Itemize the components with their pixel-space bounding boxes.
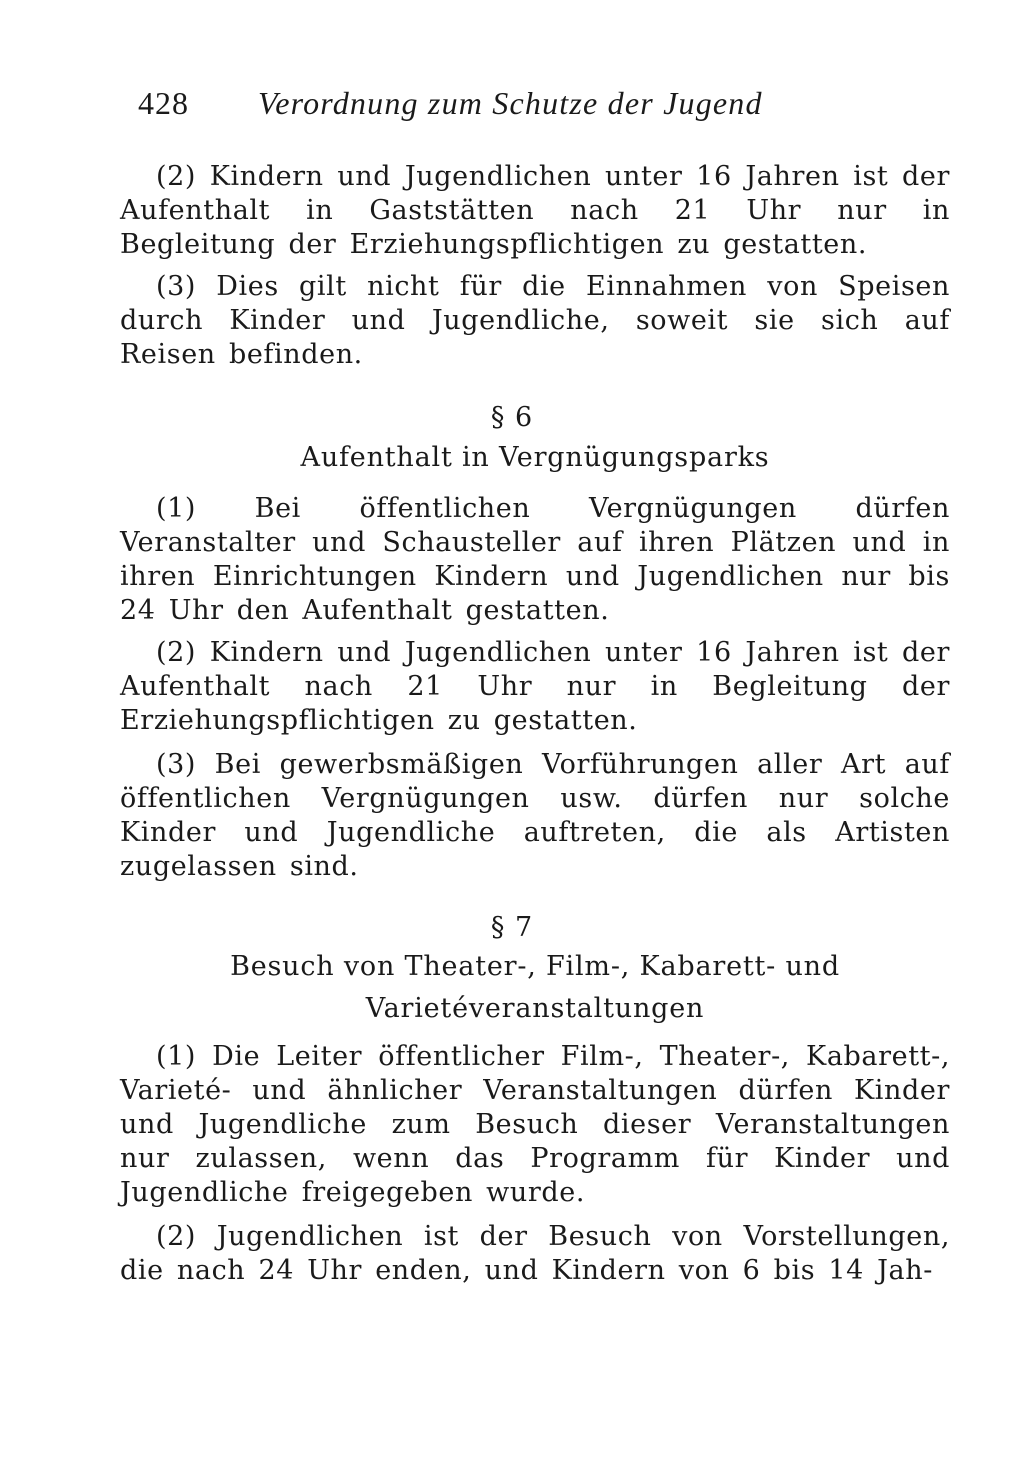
running-title: Verordnung zum Schutze der Jugend bbox=[258, 85, 763, 121]
page-number: 428 bbox=[138, 85, 189, 121]
section-6-number: § 6 bbox=[490, 402, 534, 433]
section-7-title: Besuch von Theater-, Film-, Kabarett- und Varietéveranstaltungen bbox=[230, 951, 840, 1024]
page-header bbox=[138, 78, 838, 128]
paragraph-7-1: (1) Die Leiter öffentlicher Film-, Theater-, Kabarett-, Varieté- und ähnlicher Veranstaltungen dürfen Kinder und Jugendliche zum Besuch dieser Veranstaltungen nur zulassen, wenn das Programm für Kinder und Jugendliche freigegeben wurde. bbox=[120, 1041, 950, 1208]
paragraph-6-2: (2) Kindern und Jugendlichen unter 16 Jahren ist der Aufenthalt nach 21 Uhr nur in Begleitung der Erziehungspflichtigen zu gestatten. bbox=[120, 637, 950, 736]
paragraph-7-2: (2) Jugendlichen ist der Besuch von Vorstellungen, die nach 24 Uhr enden, und Kindern von 6 bis 14 Jah- bbox=[120, 1221, 950, 1286]
paragraph-6-1: (1) Bei öffentlichen Vergnügungen dürfen Veranstalter und Schausteller auf ihren Plätzen und in ihren Einrichtungen Kindern und Jugendlichen nur bis 24 Uhr den Aufenthalt gestatten. bbox=[120, 493, 950, 626]
paragraph-6-3: (3) Bei gewerbsmäßigen Vorführungen aller Art auf öffentlichen Vergnügungen usw. dürfen nur solche Kinder und Jugendliche auftreten, die als Artisten zugelassen sind. bbox=[120, 749, 950, 882]
paragraph-5-3: (3) Dies gilt nicht für die Einnahmen von Speisen durch Kinder und Jugendliche, soweit sie sich auf Reisen befinden. bbox=[120, 271, 950, 370]
section-6-title: Aufenthalt in Vergnügungsparks bbox=[300, 442, 770, 473]
section-7-number: § 7 bbox=[490, 912, 534, 943]
paragraph-5-2: (2) Kindern und Jugendlichen unter 16 Jahren ist der Aufenthalt in Gaststätten nach 21 Uhr nur in Begleitung der Erziehungspflichtigen zu gestatten. bbox=[120, 161, 950, 260]
